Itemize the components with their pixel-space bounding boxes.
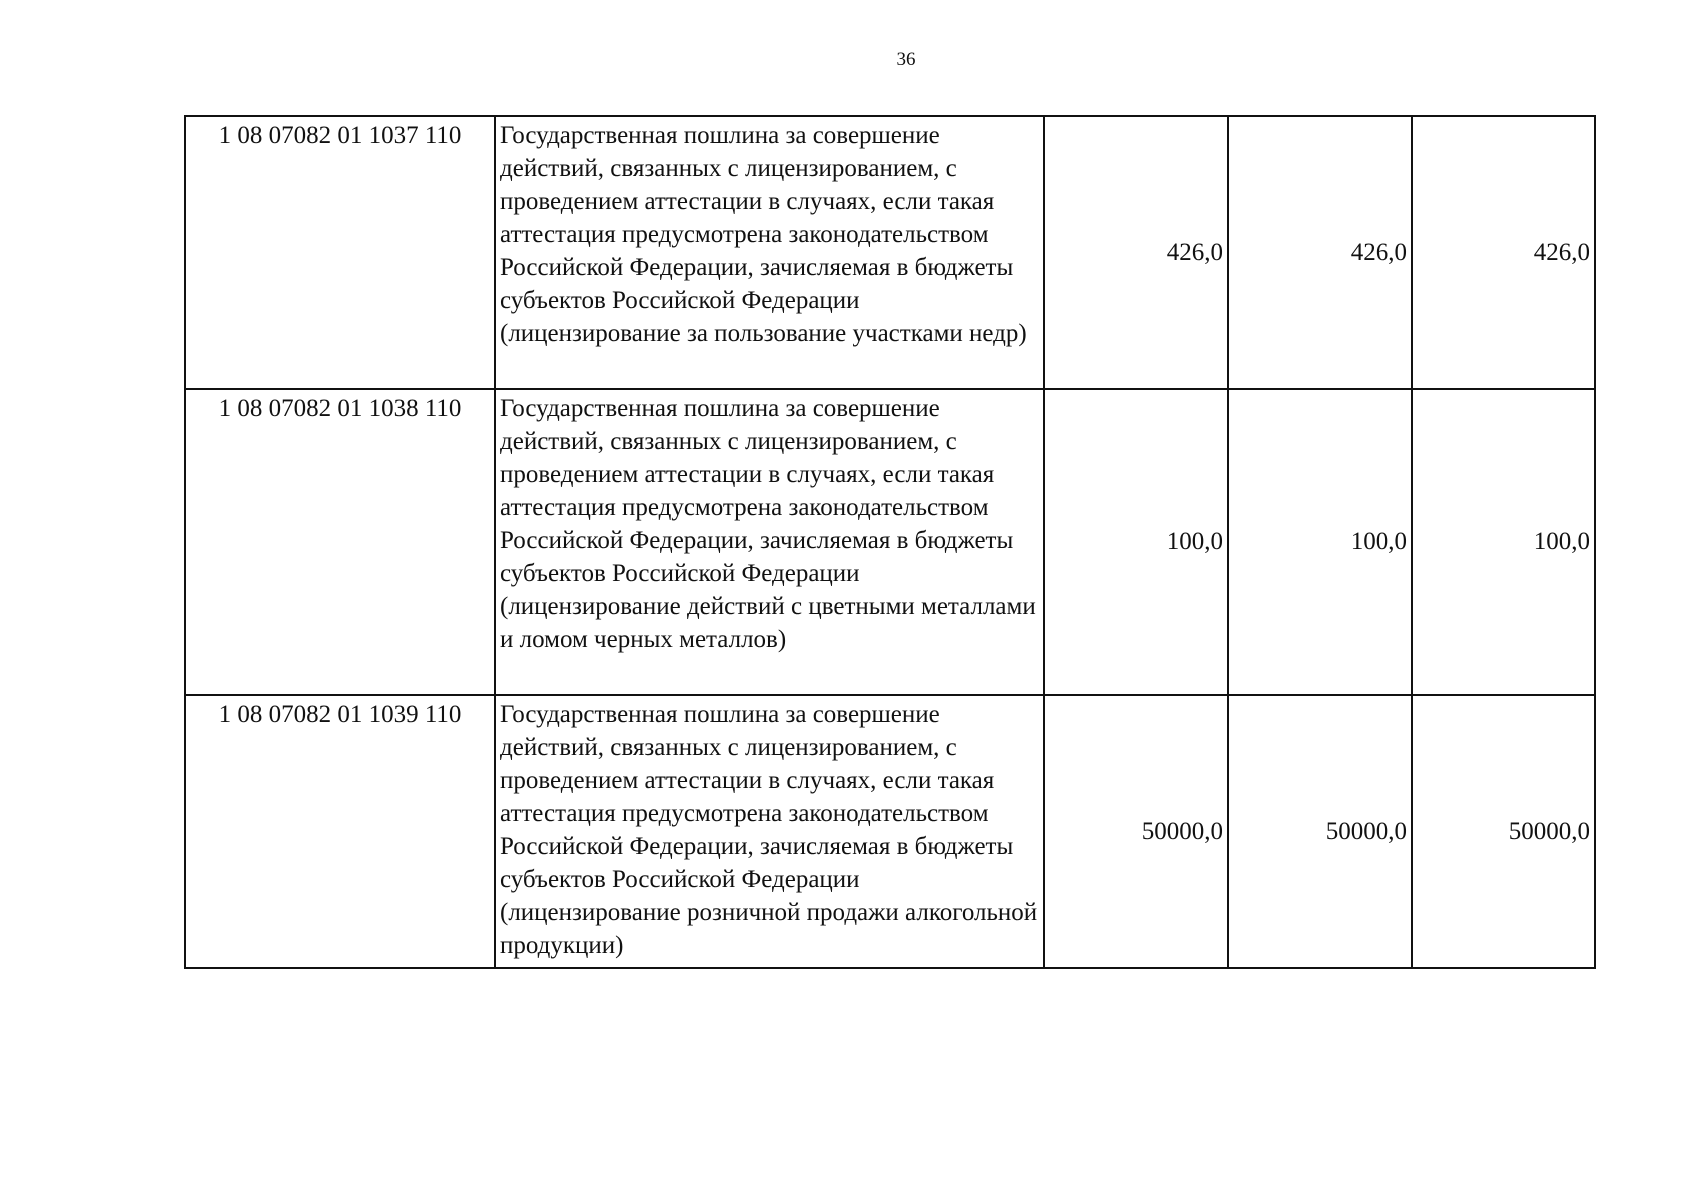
budget-table (184, 115, 1596, 969)
amount-cell-2: 50000,0 (1228, 695, 1412, 968)
table-row (185, 389, 1595, 695)
amount-cell-1: 100,0 (1044, 389, 1228, 695)
amount-cell-2: 426,0 (1228, 116, 1412, 389)
revenue-name-cell: Государственная пошлина за совершение действий, связанных с лицензированием, с проведением аттестации в случаях, если такая аттестация предусмотрена законодательством Российской Федерации, зачисляемая в бюджеты субъектов Российской Федерации (лицензирование действий с цветными металлами и ломом черных металлов) (495, 389, 1044, 695)
page-number: 36 (896, 49, 916, 70)
amount-cell-1: 426,0 (1044, 116, 1228, 389)
revenue-code-cell: 1 08 07082 01 1038 110 (185, 389, 495, 695)
table-row (185, 695, 1595, 968)
revenue-name-cell: Государственная пошлина за совершение действий, связанных с лицензированием, с проведением аттестации в случаях, если такая аттестация предусмотрена законодательством Российской Федерации, зачисляемая в бюджеты субъектов Российской Федерации (лицензирование за пользование участками недр) (495, 116, 1044, 389)
amount-cell-1: 50000,0 (1044, 695, 1228, 968)
table-row (185, 116, 1595, 389)
amount-cell-3: 426,0 (1412, 116, 1595, 389)
revenue-code-cell: 1 08 07082 01 1039 110 (185, 695, 495, 968)
amount-cell-2: 100,0 (1228, 389, 1412, 695)
amount-cell-3: 50000,0 (1412, 695, 1595, 968)
revenue-code-cell: 1 08 07082 01 1037 110 (185, 116, 495, 389)
amount-cell-3: 100,0 (1412, 389, 1595, 695)
revenue-name-cell: Государственная пошлина за совершение действий, связанных с лицензированием, с проведением аттестации в случаях, если такая аттестация предусмотрена законодательством Российской Федерации, зачисляемая в бюджеты субъектов Российской Федерации (лицензирование розничной продажи алкогольной продукции) (495, 695, 1044, 968)
